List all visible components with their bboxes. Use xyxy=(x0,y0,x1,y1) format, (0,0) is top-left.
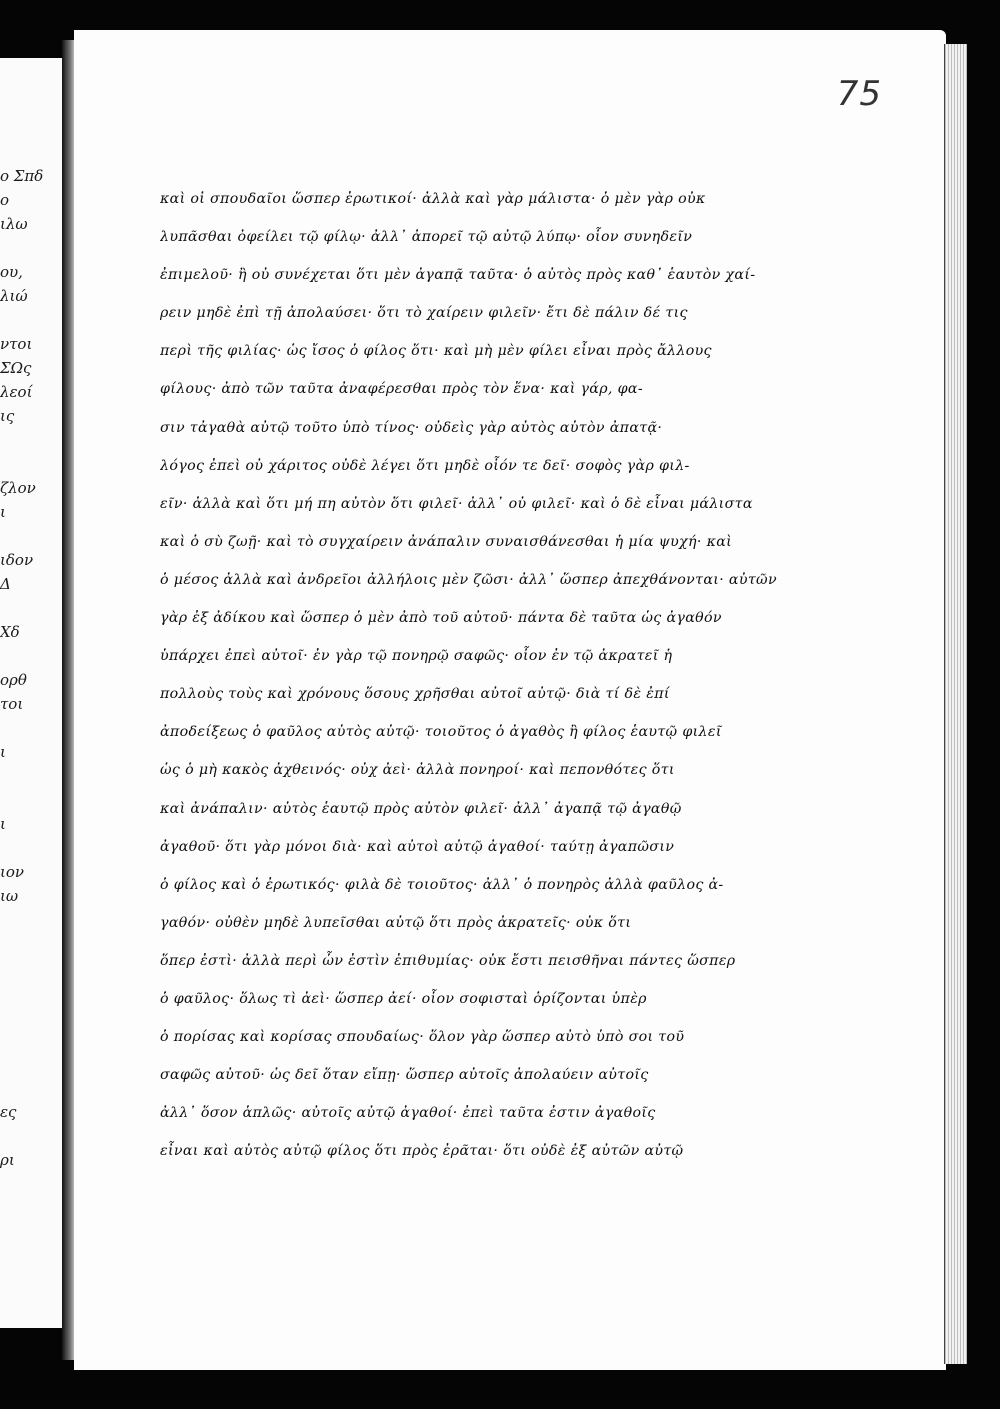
text-line: φίλους· ἀπὸ τῶν ταῦτα ἀναφέρεσθαι πρὸς τὸν ἕνα· καὶ γάρ, φα- xyxy=(160,381,644,398)
text-line: λόγος ἐπεὶ οὐ χάριτος οὐδὲ λέγει ὅτι μηδὲ οἷόν τε δεῖ· σοφὸς γὰρ φιλ- xyxy=(160,457,690,474)
text-line: γαθόν· οὐθὲν μηδὲ λυπεῖσθαι αὐτῷ ὅτι πρὸς ἀκρατεῖς· οὐκ ὅτι xyxy=(160,914,632,931)
margin-fragment: ου, xyxy=(0,263,23,281)
margin-fragment: ρι xyxy=(0,1151,15,1169)
text-line: ὁ φίλος καὶ ὁ ἐρωτικός· φιλὰ δὲ τοιοῦτος· ἀλλ᾽ ὁ πονηρὸς ἀλλὰ φαῦλος ἀ- xyxy=(160,876,724,893)
text-line: καὶ ἀνάπαλιν· αὐτὸς ἑαυτῷ πρὸς αὐτὸν φιλεῖ· ἀλλ᾽ ἀγαπᾷ τῷ ἀγαθῷ xyxy=(160,800,682,817)
text-line: καὶ οἱ σπουδαῖοι ὥσπερ ἐρωτικοί· ἀλλὰ καὶ γὰρ μάλιστα· ὁ μὲν γὰρ οὐκ xyxy=(160,191,706,207)
margin-fragment: τοι xyxy=(0,695,24,713)
margin-fragment: ιδον xyxy=(0,551,34,569)
folio-number: 75 xyxy=(836,74,882,114)
text-line: ὁ φαῦλος· ὅλως τὶ ἀεὶ· ὥσπερ ἀεί· οἷον σοφισταὶ ὁρίζονται ὑπὲρ xyxy=(160,990,647,1007)
text-line: ὁ πορίσας καὶ κορίσας σπουδαίως· ὅλον γὰρ ὥσπερ αὐτὸ ὑπὸ σοι τοῦ xyxy=(160,1029,685,1046)
margin-fragment: ιλω xyxy=(0,215,28,233)
margin-fragment: ορθ xyxy=(0,671,27,689)
margin-fragment: ι xyxy=(0,743,6,761)
text-line: ὁ μέσος ἀλλὰ καὶ ἀνδρεῖοι ἀλλήλοις μὲν ζῶσι· ἀλλ᾽ ὥσπερ ἀπεχθάνονται· αὐτῶν xyxy=(160,571,777,588)
text-line: ὑπάρχει ἐπεὶ αὐτοῖ· ἐν γὰρ τῷ πονηρῷ σαφῶς· οἷον ἐν τῷ ἀκρατεῖ ἡ xyxy=(160,648,673,665)
margin-fragment: ο xyxy=(0,191,10,209)
margin-fragment: ιω xyxy=(0,887,19,905)
previous-page-edge xyxy=(0,58,64,1328)
margin-fragment: λιώ xyxy=(0,287,28,305)
text-line: σιν τἀγαθὰ αὐτῷ τοῦτο ὑπὸ τίνος· οὐδεὶς γὰρ αὐτὸς αὐτὸν ἀπατᾷ· xyxy=(160,419,663,436)
margin-fragment: ντοι xyxy=(0,335,33,353)
margin-fragment: ι xyxy=(0,815,6,833)
margin-fragment: ΣΩς xyxy=(0,359,32,377)
text-line: ὡς ὁ μὴ κακὸς ἀχθεινός· οὐχ ἀεὶ· ἀλλὰ πονηροί· καὶ πεπονθότες ὅτι xyxy=(160,762,675,779)
text-line: εῖν· ἀλλὰ καὶ ὅτι μή πη αὐτὸν ὅτι φιλεῖ· ἀλλ᾽ οὐ φιλεῖ· καὶ ὁ δὲ εἶναι μάλιστα xyxy=(160,495,753,512)
margin-fragment: ζλον xyxy=(0,479,36,497)
manuscript-text-block xyxy=(160,180,810,1170)
text-line: καὶ ὁ σὺ ζωῇ· καὶ τὸ συγχαίρειν ἀνάπαλιν συναισθάνεσθαι ἡ μία ψυχή· καὶ xyxy=(160,533,733,550)
text-line: ἐπιμελοῦ· ἢ οὐ συνέχεται ὅτι μὲν ἀγαπᾷ ταῦτα· ὁ αὐτὸς πρὸς καθ᾽ ἑαυτὸν χαί- xyxy=(160,267,756,284)
margin-fragment: ο Σπδ xyxy=(0,167,44,185)
text-line: ἀλλ᾽ ὅσον ἁπλῶς· αὐτοῖς αὐτῷ ἀγαθοί· ἐπεὶ ταῦτα ἐστιν ἀγαθοῖς xyxy=(160,1105,656,1122)
text-line: περὶ τῆς φιλίας· ὡς ἴσος ὁ φίλος ὅτι· καὶ μὴ μὲν φίλει εἶναι πρὸς ἄλλους xyxy=(160,343,712,360)
text-line: ὅπερ ἐστὶ· ἀλλὰ περὶ ὧν ἐστὶν ἐπιθυμίας· οὐκ ἔστι πεισθῆναι πάντες ὥσπερ xyxy=(160,952,736,969)
margin-fragment: ις xyxy=(0,407,15,425)
text-line: εἶναι καὶ αὐτὸς αὐτῷ φίλος ὅτι πρὸς ἐρᾶται· ὅτι οὐδὲ ἐξ αὐτῶν αὐτῷ xyxy=(160,1143,684,1160)
margin-fragment: λεοί xyxy=(0,383,33,401)
margin-fragment: Δ xyxy=(0,575,11,593)
manuscript-page xyxy=(74,30,946,1370)
margin-fragment: Χδ xyxy=(0,623,20,641)
text-line: γὰρ ἐξ ἀδίκου καὶ ὥσπερ ὁ μὲν ἀπὸ τοῦ αὐτοῦ· πάντα δὲ ταῦτα ὡς ἀγαθόν xyxy=(160,610,722,627)
text-line: πολλοὺς τοὺς καὶ χρόνους ὅσους χρῆσθαι αὐτοῖ αὐτῷ· διὰ τί δὲ ἐπί xyxy=(160,686,670,703)
text-line: ἀποδείξεως ὁ φαῦλος αὐτὸς αὐτῷ· τοιοῦτος ὁ ἀγαθὸς ἢ φίλος ἑαυτῷ φιλεῖ xyxy=(160,724,722,741)
text-line: σαφῶς αὐτοῦ· ὡς δεῖ ὅταν εἴπῃ· ὥσπερ αὐτοῖς ἀπολαύειν αὐτοῖς xyxy=(160,1067,649,1084)
text-line: λυπᾶσθαι ὀφείλει τῷ φίλῳ· ἀλλ᾽ ἀπορεῖ τῷ αὐτῷ λύπῳ· οἷον συνηδεῖν xyxy=(160,229,693,246)
margin-fragment: ιον xyxy=(0,863,25,881)
margin-fragment: ι xyxy=(0,503,6,521)
margin-fragment: ες xyxy=(0,1103,17,1121)
text-line: ἀγαθοῦ· ὅτι γὰρ μόνοι διὰ· καὶ αὐτοὶ αὐτῷ ἀγαθοί· ταύτῃ ἀγαπῶσιν xyxy=(160,838,675,855)
page-fore-edge xyxy=(944,44,967,1364)
text-line: ρειν μηδὲ ἐπὶ τῇ ἀπολαύσει· ὅτι τὸ χαίρειν φιλεῖν· ἔτι δὲ πάλιν δέ τις xyxy=(160,305,688,322)
